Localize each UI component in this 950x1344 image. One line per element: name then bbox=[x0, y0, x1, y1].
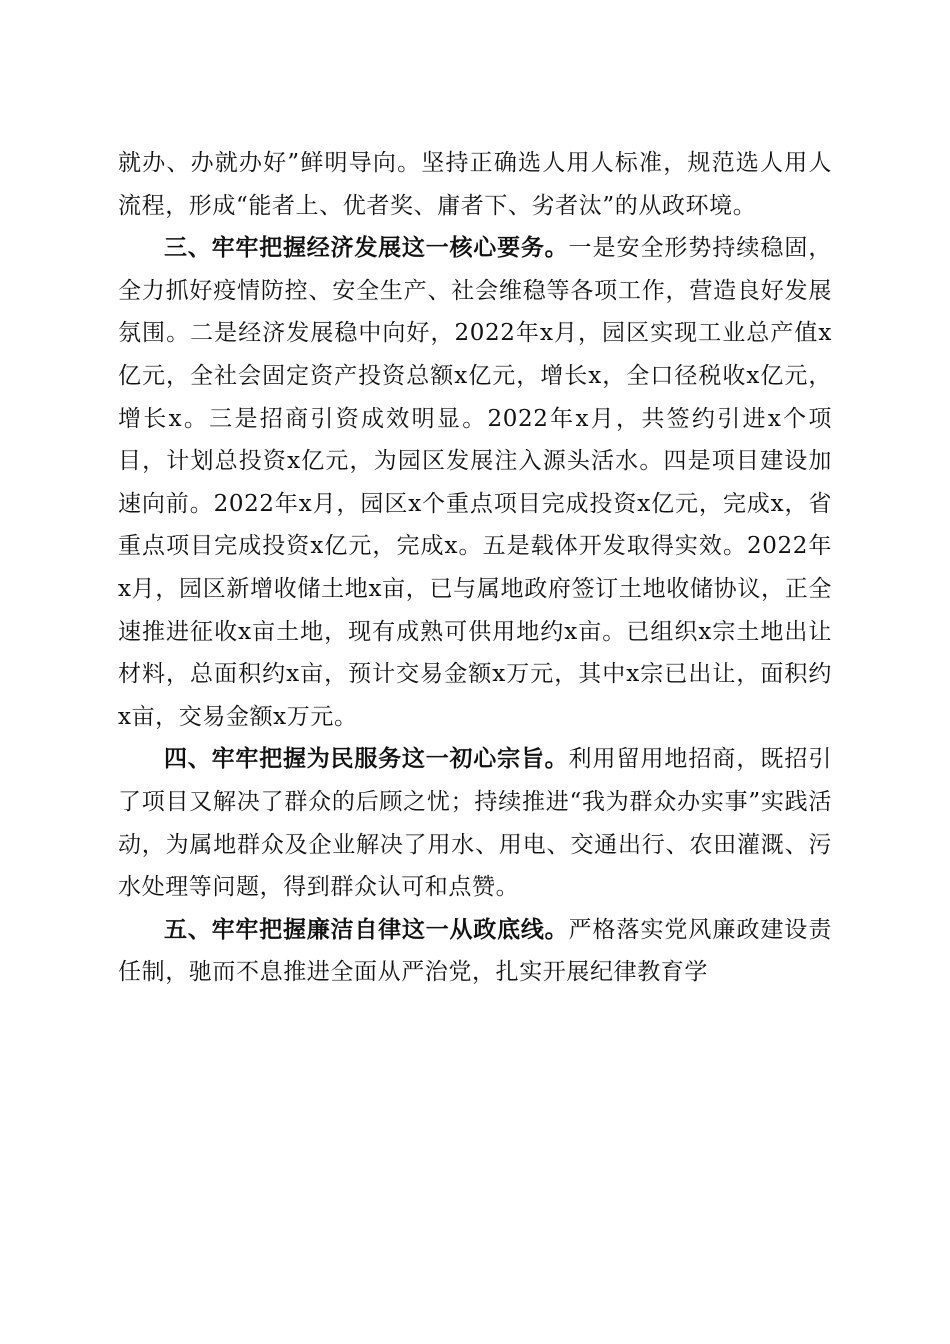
paragraph-text: 一是安全形势持续稳固，全力抓好疫情防控、安全生产、社会维稳等各项工作，营造良好发展氛围。二是经济发展稳中向好，2022年x月，园区实现工业总产值x亿元，全社会固定资产投资总额x亿元，增长x，全口径税收x亿元，增长x。三是招商引资成效明显。2022年x月，共签约引进x个项目，计划总投资x亿元，为园区发展注入源头活水。四是项目建设加速向前。2022年x月，园区x个重点项目完成投资x亿元，完成x，省重点项目完成投资x亿元，完成x。五是载体开发取得实效。2022年x月，园区新增收储土地x亩，已与属地政府签订土地收储协议，正全速推进征收x亩土地，现有成熟可供用地约x亩。已组织x宗土地出让材料，总面积约x亩，预计交易金额x万元，其中x宗已出让，面积约x亩，交易金额x万元。 bbox=[118, 235, 832, 730]
section-heading-five: 五、牢牢把握廉洁自律这一从政底线。 bbox=[164, 916, 569, 943]
section-heading-three: 三、牢牢把握经济发展这一核心要务。 bbox=[164, 235, 569, 262]
paragraph-text: 利用留用地招商，既招引了项目又解决了群众的后顾之忧；持续推进“我为群众办实事”实践活动，为属地群众及企业解决了用水、用电、交通出行、农田灌溉、污水处理等问题，得到群众认可和点赞。 bbox=[118, 746, 832, 901]
paragraph-public-service bbox=[118, 738, 832, 908]
paragraph-text: 严格落实党风廉政建设责任制，驰而不息推进全面从严治党，扎实开展纪律教育学 bbox=[118, 916, 832, 986]
paragraph-integrity bbox=[118, 909, 832, 994]
paragraph-economic-development bbox=[118, 227, 832, 738]
section-heading-four: 四、牢牢把握为民服务这一初心宗旨。 bbox=[164, 746, 569, 773]
document-body bbox=[118, 142, 832, 994]
paragraph-text: 就办、办就办好”鲜明导向。坚持正确选人用人标准，规范选人用人流程，形成“能者上、优者奖、庸者下、劣者汰”的从政环境。 bbox=[118, 150, 832, 219]
paragraph-continuation bbox=[118, 142, 832, 227]
